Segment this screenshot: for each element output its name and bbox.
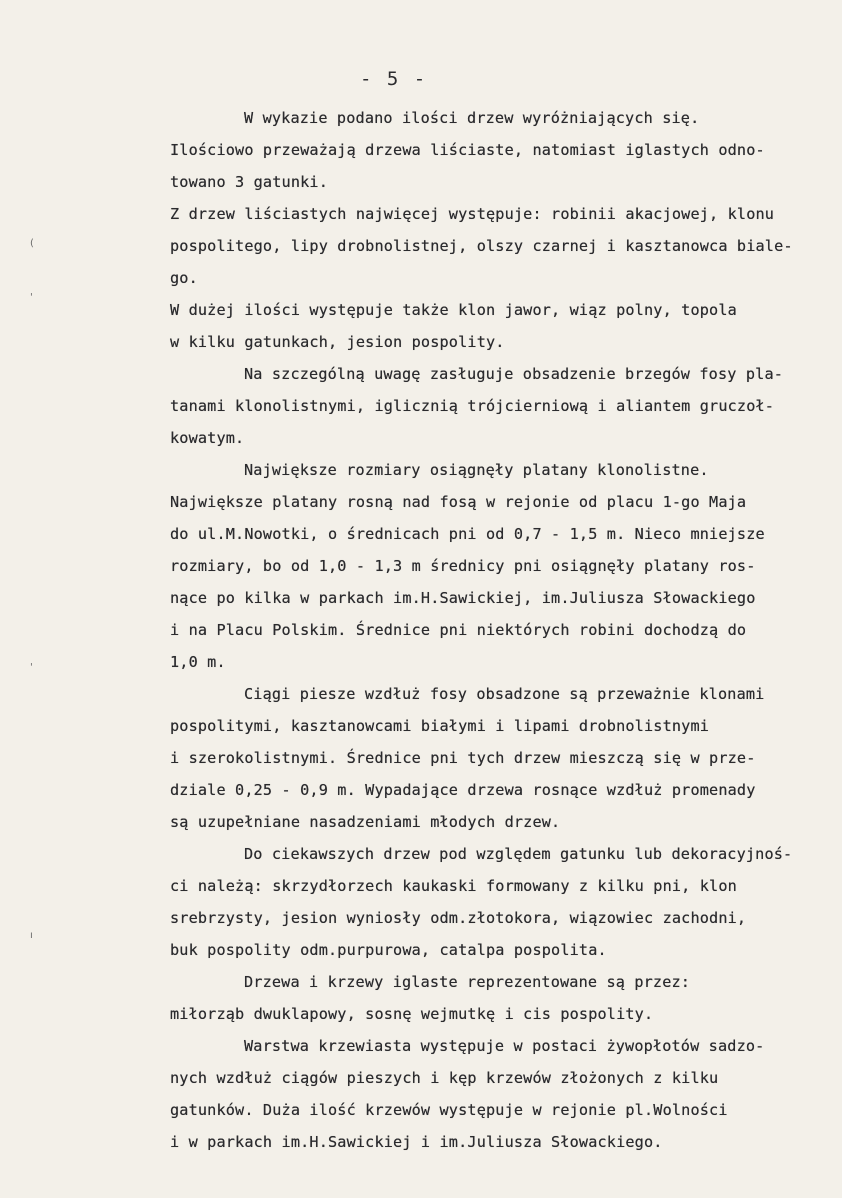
text-line: i na Placu Polskim. Średnice pni niektórych robini dochodzą do <box>170 621 747 639</box>
text-line: Na szczególną uwagę zasługuje obsadzenie brzegów fosy pla- <box>244 365 784 383</box>
margin-mark: ' <box>30 292 33 303</box>
text-line: dziale 0,25 - 0,9 m. Wypadające drzewa rosnące wzdłuż promenady <box>170 781 756 799</box>
margin-mark: ı <box>30 930 33 941</box>
page-number: - 5 - <box>360 68 428 90</box>
body-text <box>170 102 830 1158</box>
text-line: 1,0 m. <box>170 653 226 671</box>
text-line: kowatym. <box>170 429 245 447</box>
text-line: Z drzew liściastych najwięcej występuje: robinii akacjowej, klonu <box>170 205 775 223</box>
text-line: Największe platany rosną nad fosą w rejonie od placu 1-go Maja <box>170 493 747 511</box>
text-line: pospolitego, lipy drobnolistnej, olszy czarnej i kasztanowca biale- <box>170 237 793 255</box>
text-line: buk pospolity odm.purpurowa, catalpa pospolita. <box>170 941 607 959</box>
text-line: go. <box>170 269 198 287</box>
text-line: W dużej ilości występuje także klon jawor, wiąz polny, topola <box>170 301 737 319</box>
text-line: Do ciekawszych drzew pod względem gatunku lub dekoracyjnoś- <box>244 845 793 863</box>
text-line: są uzupełniane nasadzeniami młodych drzew. <box>170 813 561 831</box>
text-line: Drzewa i krzewy iglaste reprezentowane są przez: <box>244 973 691 991</box>
text-line: w kilku gatunkach, jesion pospolity. <box>170 333 505 351</box>
text-line: W wykazie podano ilości drzew wyróżniających się. <box>244 109 700 127</box>
text-line: ci należą: skrzydłorzech kaukaski formowany z kilku pni, klon <box>170 877 737 895</box>
text-line: tanami klonolistnymi, iglicznią trójcierniową i aliantem gruczoł- <box>170 397 775 415</box>
text-line: Warstwa krzewiasta występuje w postaci żywopłotów sadzo- <box>244 1037 765 1055</box>
text-line: i w parkach im.H.Sawickiej i im.Juliusza Słowackiego. <box>170 1133 663 1151</box>
text-line: Ilościowo przeważają drzewa liściaste, natomiast iglastych odno- <box>170 141 765 159</box>
text-line: nące po kilka w parkach im.H.Sawickiej, im.Juliusza Słowackiego <box>170 589 756 607</box>
text-line: towano 3 gatunki. <box>170 173 328 191</box>
text-line: Ciągi piesze wzdłuż fosy obsadzone są przeważnie klonami <box>244 685 765 703</box>
text-line: Największe rozmiary osiągnęły platany klonolistne. <box>244 461 709 479</box>
text-line: nych wzdłuż ciągów pieszych i kęp krzewów złożonych z kilku <box>170 1069 719 1087</box>
margin-mark: ( <box>30 238 34 249</box>
text-line: rozmiary, bo od 1,0 - 1,3 m średnicy pni osiągnęły platany ros- <box>170 557 756 575</box>
text-line: do ul.M.Nowotki, o średnicach pni od 0,7 - 1,5 m. Nieco mniejsze <box>170 525 765 543</box>
text-line: gatunków. Duża ilość krzewów występuje w rejonie pl.Wolności <box>170 1101 728 1119</box>
text-line: miłorząb dwuklapowy, sosnę wejmutkę i cis pospolity. <box>170 1005 654 1023</box>
text-line: srebrzysty, jesion wyniosły odm.złotokora, wiązowiec zachodni, <box>170 909 747 927</box>
text-line: i szerokolistnymi. Średnice pni tych drzew mieszczą się w prze- <box>170 749 756 767</box>
margin-mark: ' <box>30 662 33 673</box>
text-line: pospolitymi, kasztanowcami białymi i lipami drobnolistnymi <box>170 717 710 735</box>
